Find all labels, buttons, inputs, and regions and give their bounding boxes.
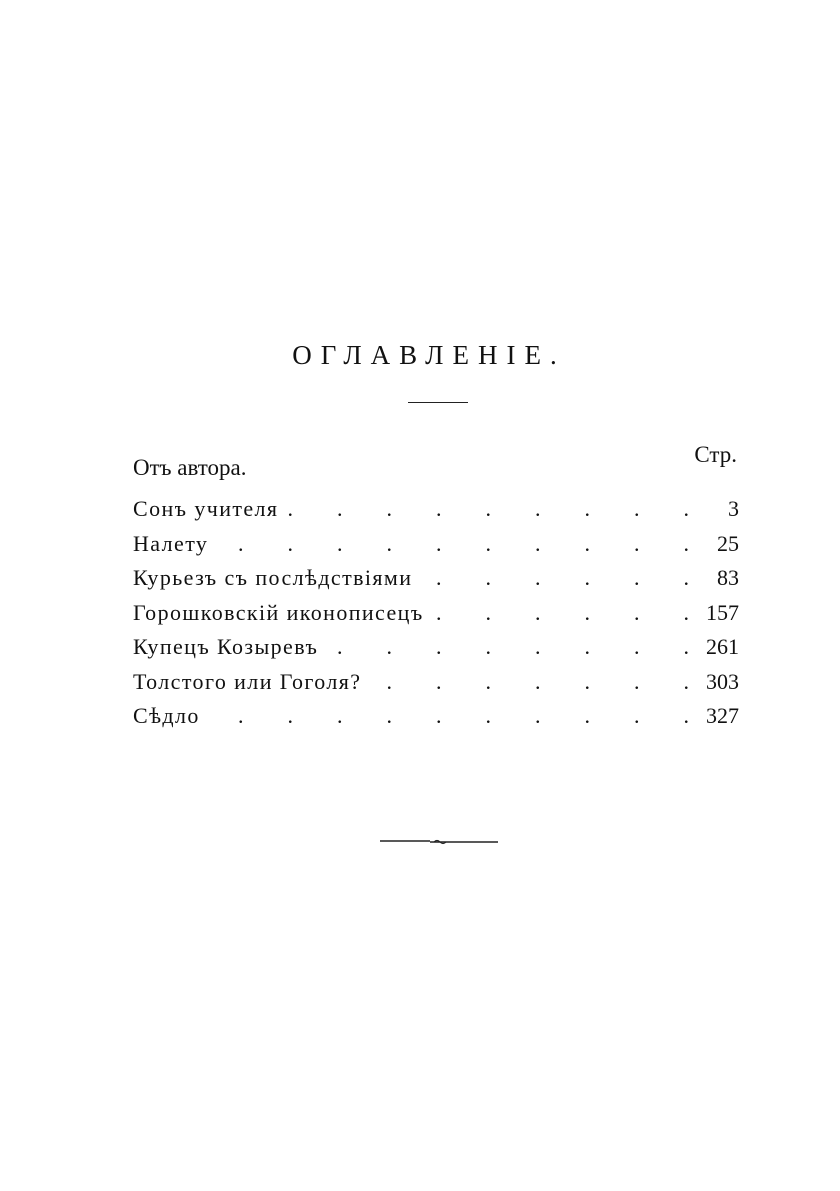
title-rule-divider (408, 402, 468, 403)
toc-entry (133, 699, 739, 734)
dot-leader (367, 665, 689, 700)
toc-entry (133, 596, 739, 631)
toc-entry-page: 303 (706, 668, 739, 694)
table-of-contents (133, 440, 739, 734)
page-column-label: Стр. (694, 442, 737, 467)
dot-leader (430, 596, 689, 631)
toc-header (133, 440, 739, 492)
dot-leader (324, 630, 689, 665)
toc-entry-page: 327 (706, 703, 739, 728)
toc-entry-title: Толстого или Гоголя? (133, 668, 362, 694)
toc-entry-title: Купецъ Козыревъ (133, 634, 319, 659)
toc-entry (133, 492, 739, 527)
toc-entry-page: 261 (706, 634, 739, 659)
toc-entry (133, 630, 739, 665)
dot-leader (418, 561, 689, 596)
toc-entry-title: Горошковскій иконописецъ (133, 599, 424, 625)
preface-entry: Отъ автора. (133, 455, 247, 480)
toc-entry-title: Курьезъ съ послѣдствіями (133, 565, 413, 590)
toc-entry-page: 3 (728, 496, 739, 521)
toc-entry (133, 665, 739, 700)
toc-entry (133, 561, 739, 596)
toc-entry (133, 527, 739, 562)
dot-leader (206, 699, 689, 734)
toc-entry-title: Сонъ учителя (133, 496, 279, 521)
end-ornament-rule (380, 836, 498, 848)
toc-entry-page: 25 (717, 530, 739, 556)
page-title: ОГЛАВЛЕНІЕ. (292, 340, 566, 370)
toc-entry-title: Налету (133, 530, 209, 556)
toc-entry-page: 157 (706, 599, 739, 625)
dot-leader (284, 492, 689, 527)
dot-leader (214, 527, 689, 562)
toc-entry-page: 83 (717, 565, 739, 590)
toc-entry-title: Сѣдло (133, 703, 200, 728)
